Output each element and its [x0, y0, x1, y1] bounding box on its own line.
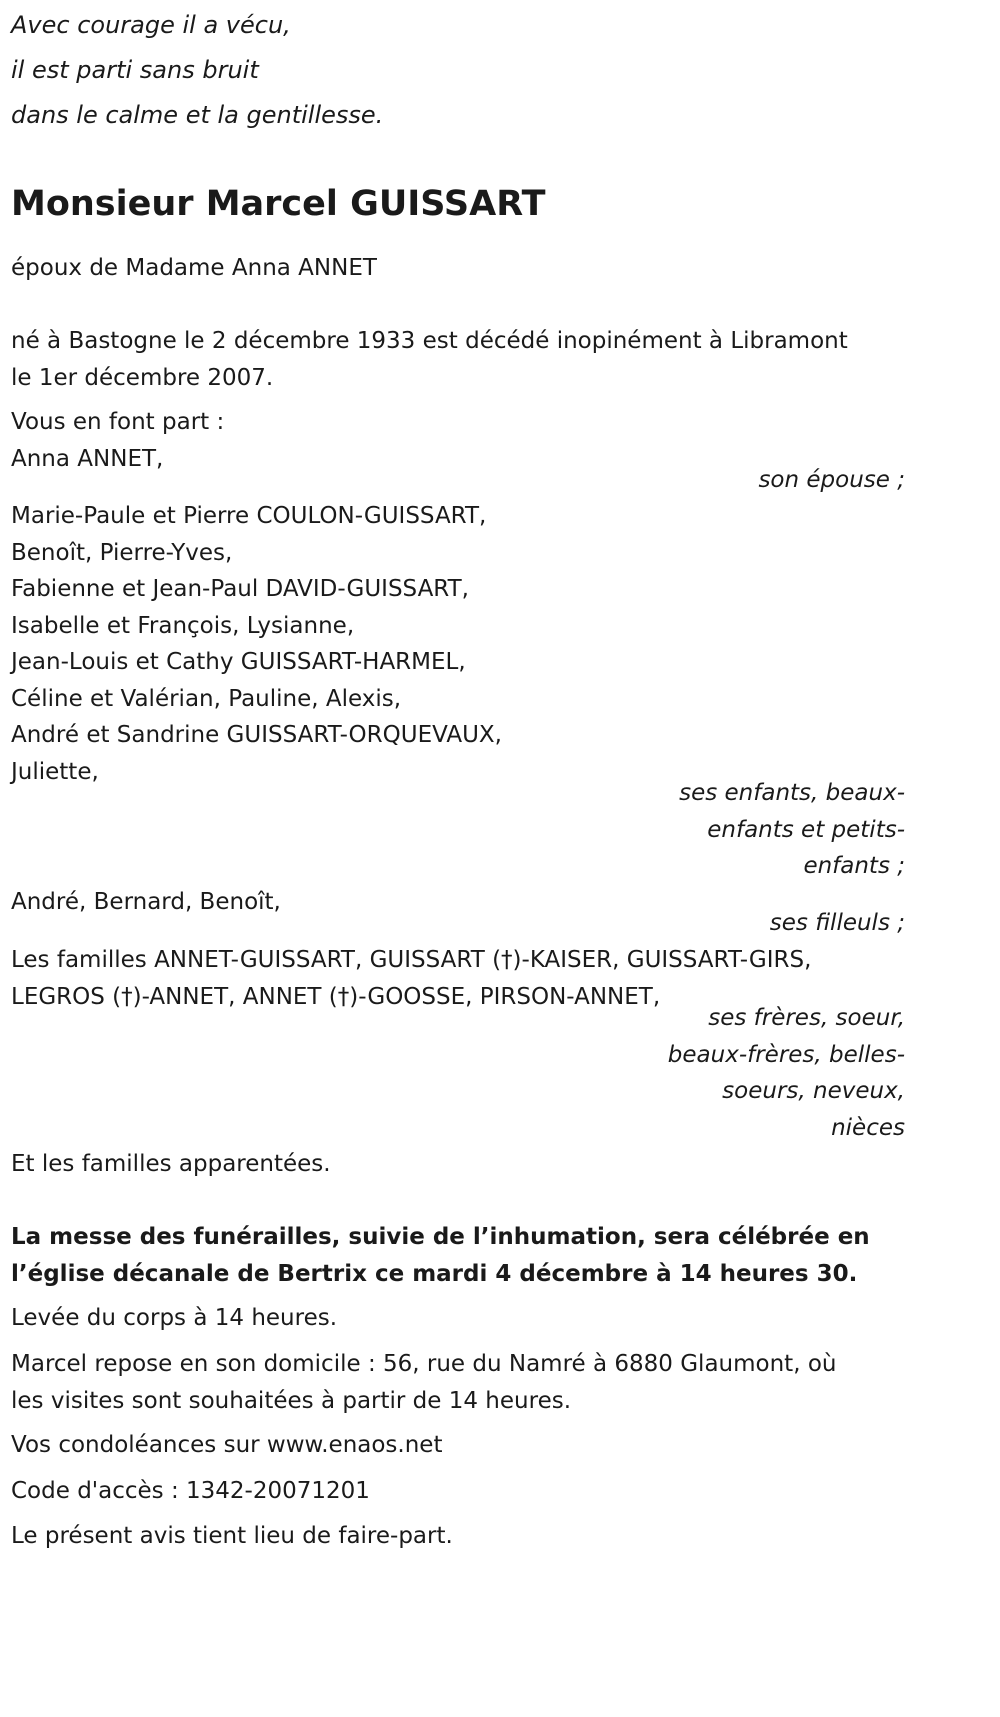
poem-line: il est parti sans bruit	[11, 56, 259, 84]
families-role-line: soeurs, neveux,	[722, 1078, 905, 1104]
children-role-line: enfants et petits-	[707, 816, 905, 843]
children-list	[11, 496, 911, 788]
families-line: Les familles ANNET-GUISSART, GUISSART (†)-KAISER, GUISSART-GIRS,	[11, 947, 812, 973]
children-line: Juliette,	[11, 758, 99, 785]
rest-text	[11, 1344, 911, 1418]
children-line: Jean-Louis et Cathy GUISSART-HARMEL,	[11, 649, 466, 675]
poem-line: Avec courage il a vécu,	[11, 11, 291, 39]
children-role-line: enfants ;	[803, 853, 905, 879]
funeral-line: La messe des funérailles, suivie de l’inhumation, sera célébrée en	[11, 1224, 870, 1250]
spouse-line: époux de Madame Anna ANNET	[11, 255, 377, 281]
birth-line: le 1er décembre 2007.	[11, 365, 274, 391]
birth-line: né à Bastogne le 2 décembre 1933 est décédé inopinément à Libramont	[11, 328, 848, 354]
children-line: Céline et Valérian, Pauline, Alexis,	[11, 685, 402, 712]
children-role	[505, 773, 905, 883]
spouse-role: son épouse ;	[758, 467, 905, 493]
children-line: Isabelle et François, Lysianne,	[11, 612, 355, 639]
condolences-line: Vos condoléances sur www.enaos.net	[11, 1432, 443, 1458]
families-role	[505, 998, 905, 1144]
children-line: Fabienne et Jean-Paul DAVID-GUISSART,	[11, 576, 469, 602]
funeral-text	[11, 1217, 911, 1291]
poem-line: dans le calme et la gentillesse.	[11, 101, 384, 129]
children-line: Marie-Paule et Pierre COULON-GUISSART,	[11, 503, 487, 529]
families-line: LEGROS (†)-ANNET, ANNET (†)-GOOSSE, PIRSON-ANNET,	[11, 983, 661, 1010]
families-role-line: beaux-frères, belles-	[667, 1041, 905, 1068]
children-role-line: ses enfants, beaux-	[679, 780, 905, 806]
rest-line: Marcel repose en son domicile : 56, rue du Namré à 6880 Glaumont, où	[11, 1351, 837, 1377]
levee-line: Levée du corps à 14 heures.	[11, 1305, 338, 1331]
rest-line: les visites sont souhaitées à partir de 14 heures.	[11, 1388, 572, 1414]
families-role-line: nièces	[831, 1114, 905, 1141]
spouse-name: Anna ANNET,	[11, 446, 164, 472]
announce-intro: Vous en font part :	[11, 409, 225, 435]
deceased-name: Monsieur Marcel GUISSART	[11, 184, 546, 224]
birth-death-text	[11, 321, 911, 398]
access-code-line: Code d'accès : 1342-20071201	[11, 1478, 370, 1504]
children-line: Benoît, Pierre-Yves,	[11, 539, 233, 566]
families-role-line: ses frères, soeur,	[708, 1005, 905, 1031]
closing-line: Le présent avis tient lieu de faire-part.	[11, 1523, 453, 1549]
children-line: André et Sandrine GUISSART-ORQUEVAUX,	[11, 722, 502, 748]
godchildren-line: André, Bernard, Benoît,	[11, 889, 281, 915]
funeral-line: l’église décanale de Bertrix ce mardi 4 décembre à 14 heures 30.	[11, 1261, 858, 1287]
godchildren-role: ses filleuls ;	[769, 910, 905, 936]
related-families: Et les familles apparentées.	[11, 1151, 331, 1177]
